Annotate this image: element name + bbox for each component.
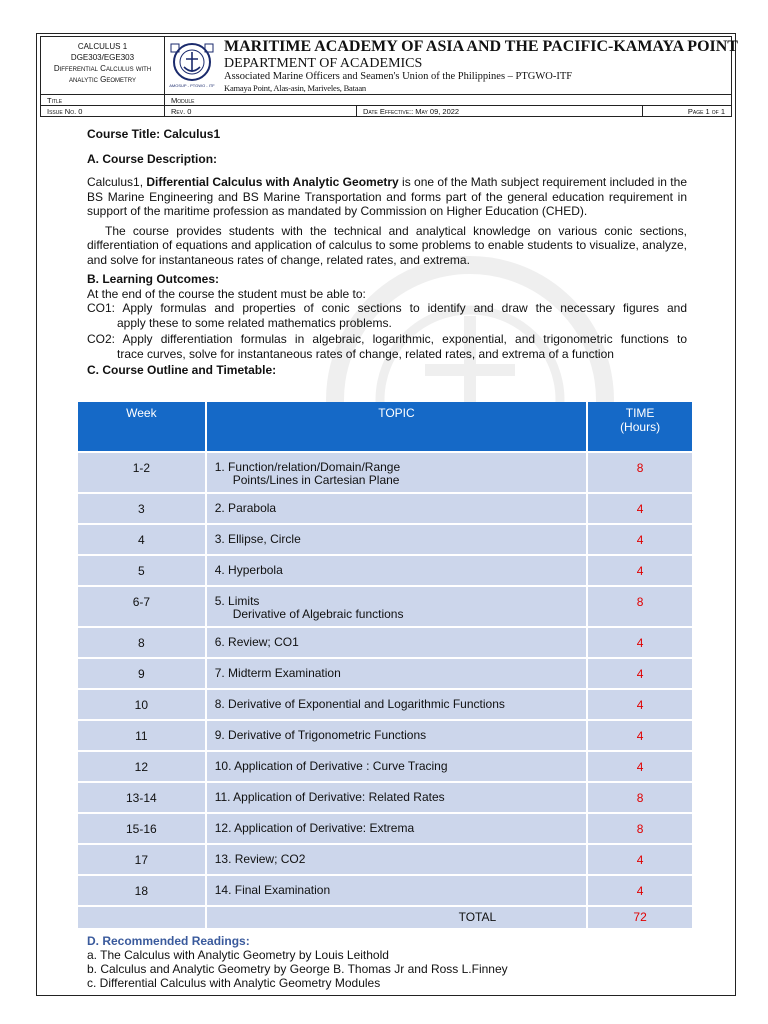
table-row <box>78 627 693 658</box>
topic-cell <box>206 875 587 906</box>
topic-text: 6. Review; CO1 <box>214 635 299 649</box>
table-row <box>78 844 693 875</box>
logo-text: AMOSUP - PTGWO - ITF <box>169 83 215 88</box>
topic-text: 1. Function/relation/Domain/Range <box>214 460 401 474</box>
table-row <box>78 875 693 906</box>
hours-cell: 4 <box>587 689 693 720</box>
total-hours: 72 <box>587 906 693 929</box>
week-cell: 3 <box>78 493 206 524</box>
institution-name: MARITIME ACADEMY OF ASIA AND THE PACIFIC-KAMAYA POINT <box>224 38 738 55</box>
week-cell: 9 <box>78 658 206 689</box>
course-content <box>87 127 687 378</box>
week-cell: 8 <box>78 627 206 658</box>
table-row <box>78 813 693 844</box>
desc-prefix: Calculus1, <box>87 175 147 189</box>
week-cell: 4 <box>78 524 206 555</box>
reading-item: c. Differential Calculus with Analytic Geometry Modules <box>87 976 381 990</box>
co1-line1: CO1: Apply formulas and properties of conic sections to identify and draw the necessary figures and <box>87 301 687 315</box>
table-row <box>78 751 693 782</box>
table-row <box>78 493 693 524</box>
desc-rest: is one of the Math subject requirement included in the BS Marine Engineering and BS Marine Transportation and forms part of the general education requirement in support of the maritime profession as mandated by Commission on Higher Education (CHED). <box>87 175 687 218</box>
course-description-p1 <box>87 175 687 219</box>
co2-line2: trace curves, solve for instantaneous rates of change, related rates, and extrema of a function <box>117 346 614 361</box>
amosup-logo-icon <box>169 40 215 90</box>
date-effective: Date Effective:: May 09, 2022 <box>357 106 643 117</box>
week-cell: 18 <box>78 875 206 906</box>
hours-cell: 8 <box>587 813 693 844</box>
section-b-heading: B. Learning Outcomes: <box>87 272 220 286</box>
association-name: Associated Marine Officers and Seamen's Union of the Philippines – PTGWO-ITF <box>224 71 573 82</box>
course-code-line4: analytic Geometry <box>69 75 136 84</box>
institution-block <box>224 37 738 94</box>
topic-text: 13. Review; CO2 <box>214 852 306 866</box>
topic-text: 7. Midterm Examination <box>214 666 341 680</box>
time-sublabel: (Hours) <box>620 420 661 434</box>
table-row <box>78 782 693 813</box>
topic-text: 5. Limits <box>214 594 260 608</box>
table-row <box>78 555 693 586</box>
revision: Rev. 0 <box>165 106 357 117</box>
hours-cell: 4 <box>587 875 693 906</box>
topic-cell <box>206 844 587 875</box>
topic-cell <box>206 782 587 813</box>
hours-cell: 4 <box>587 555 693 586</box>
department-name: DEPARTMENT OF ACADEMICS <box>224 56 423 71</box>
table-row <box>78 586 693 627</box>
topic-text: 8. Derivative of Exponential and Logarithmic Functions <box>214 697 505 711</box>
topic-cell <box>206 555 587 586</box>
col-week-header: Week <box>78 402 206 452</box>
total-label: TOTAL <box>206 906 587 929</box>
course-outline-table <box>78 402 694 930</box>
topic-text: 11. Application of Derivative: Related Rates <box>214 790 445 804</box>
page-number: Page 1 of 1 <box>687 107 725 116</box>
total-row <box>78 906 693 929</box>
topic-cell <box>206 689 587 720</box>
table-row <box>78 658 693 689</box>
co2-line1: CO2: Apply differentiation formulas in algebraic, logarithmic, exponential, and trigonometric functions to <box>87 332 687 346</box>
readings-heading: D. Recommended Readings: <box>87 934 250 948</box>
table-header-row <box>78 402 693 452</box>
address: Kamaya Point, Alas-asin, Mariveles, Bataan <box>224 83 366 93</box>
topic-cell <box>206 658 587 689</box>
document-header <box>40 36 738 117</box>
week-cell: 5 <box>78 555 206 586</box>
course-code-line2: DGE303/EGE303 <box>70 53 135 62</box>
table-row <box>78 524 693 555</box>
col-topic-header: TOPIC <box>206 402 587 452</box>
hours-cell: 4 <box>587 658 693 689</box>
topic-text: 9. Derivative of Trigonometric Functions <box>214 728 427 742</box>
topic-text: 4. Hyperbola <box>214 563 283 577</box>
topic-subtext: Points/Lines in Cartesian Plane <box>232 473 400 487</box>
header-row-issue <box>41 105 731 117</box>
topic-subtext: Derivative of Algebraic functions <box>232 607 404 621</box>
topic-cell <box>206 452 587 493</box>
table-row <box>78 452 693 493</box>
week-cell: 15-16 <box>78 813 206 844</box>
week-cell: 13-14 <box>78 782 206 813</box>
week-cell: 17 <box>78 844 206 875</box>
topic-text: 12. Application of Derivative: Extrema <box>214 821 415 835</box>
hours-cell: 4 <box>587 524 693 555</box>
topic-cell <box>206 586 587 627</box>
topic-text: 3. Ellipse, Circle <box>214 532 301 546</box>
hours-cell: 4 <box>587 844 693 875</box>
table-row <box>78 720 693 751</box>
topic-cell <box>206 813 587 844</box>
hours-cell: 4 <box>587 627 693 658</box>
week-cell: 10 <box>78 689 206 720</box>
recommended-readings <box>87 934 508 990</box>
section-a-heading: A. Course Description: <box>87 151 218 166</box>
hours-cell: 8 <box>587 782 693 813</box>
week-cell: 12 <box>78 751 206 782</box>
topic-text: 2. Parabola <box>214 501 277 515</box>
total-empty-cell <box>78 906 206 929</box>
course-code-line3: Differential Calculus with <box>53 64 152 73</box>
desc-bold: Differential Calculus with Analytic Geometry <box>146 175 399 189</box>
topic-cell <box>206 524 587 555</box>
topic-cell <box>206 627 587 658</box>
week-cell: 1-2 <box>78 452 206 493</box>
topic-text: 14. Final Examination <box>214 883 331 897</box>
time-label: TIME <box>625 406 655 420</box>
hours-cell: 4 <box>587 751 693 782</box>
hours-cell: 8 <box>587 586 693 627</box>
col-time-header <box>587 402 693 452</box>
title-label: Title <box>41 95 165 106</box>
issue-no: Issue No. 0 <box>41 106 165 117</box>
course-title: Course Title: Calculus1 <box>87 127 221 141</box>
reading-item: a. The Calculus with Analytic Geometry by Louis Leithold <box>87 948 389 962</box>
topic-cell <box>206 493 587 524</box>
co1-line2: apply these to some related mathematics problems. <box>117 315 392 330</box>
week-cell: 11 <box>78 720 206 751</box>
hours-cell: 8 <box>587 452 693 493</box>
table-row <box>78 689 693 720</box>
topic-cell <box>206 720 587 751</box>
hours-cell: 4 <box>587 493 693 524</box>
outcomes-intro: At the end of the course the student must be able to: <box>87 286 366 301</box>
reading-item: b. Calculus and Analytic Geometry by George B. Thomas Jr and Ross L.Finney <box>87 962 508 976</box>
topic-cell <box>206 751 587 782</box>
course-code-block <box>41 37 165 94</box>
course-code-line1: CALCULUS 1 <box>77 42 128 51</box>
module-label: Module <box>171 96 195 105</box>
section-c-heading: C. Course Outline and Timetable: <box>87 363 277 377</box>
week-cell: 6-7 <box>78 586 206 627</box>
course-description-p2: The course provides students with the technical and analytical knowledge on various conic sections, differentiation of equations and application of calculus to some problems to enable students to visualize, analyze, and solve for instantaneous rates of change, related rates, and extrema. <box>87 223 687 267</box>
hours-cell: 4 <box>587 720 693 751</box>
topic-text: 10. Application of Derivative : Curve Tracing <box>214 759 448 773</box>
